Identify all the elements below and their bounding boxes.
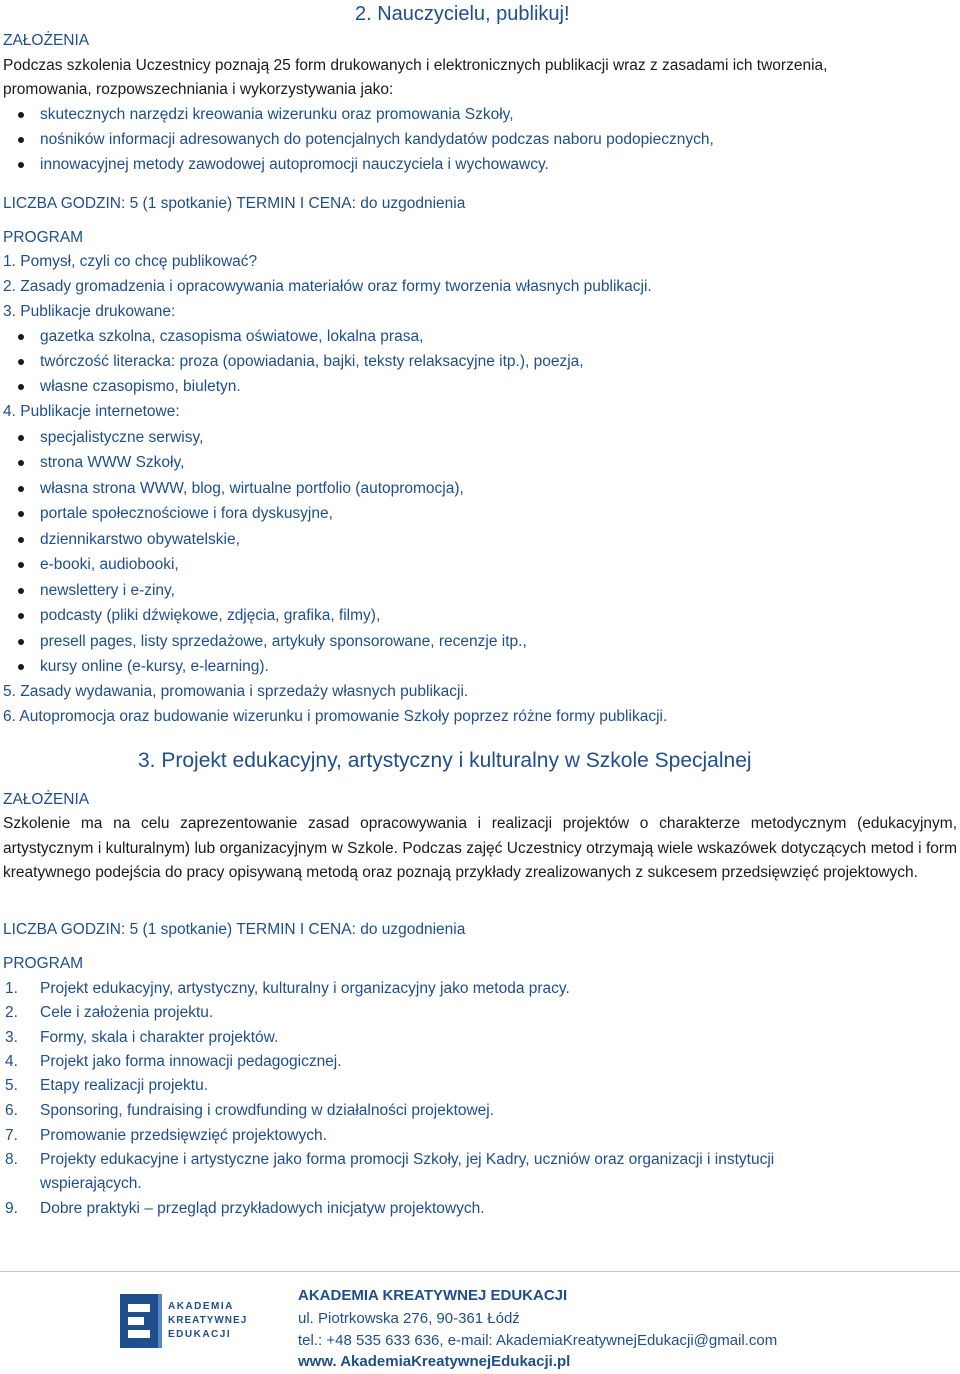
bullet-dot	[18, 486, 24, 492]
footer-address: ul. Piotrkowska 276, 90-361 Łódź	[298, 1310, 520, 1327]
section-3-program-item-continuation	[40, 1174, 142, 1194]
program-item-text: Etapy realizacji projektu.	[40, 1077, 208, 1094]
intro-bullet	[40, 130, 714, 150]
online-publication-bullet	[40, 479, 464, 499]
section-3-program-item	[5, 1028, 279, 1048]
program-item-text: Promowanie przedsięwzięć projektowych.	[40, 1127, 327, 1144]
bullet-text: podcasty (pliki dźwiękowe, zdjęcia, grafika, filmy),	[40, 607, 381, 624]
program-item-number: 3.	[3, 303, 16, 320]
program-item-text: Publikacje drukowane:	[20, 303, 176, 320]
bullet-dot	[18, 112, 24, 118]
online-publication-bullet	[40, 555, 179, 575]
section-3-heading: 3. Projekt edukacyjny, artystyczny i kulturalny w Szkole Specjalnej	[138, 749, 752, 772]
program-item-4	[3, 402, 180, 422]
program-item-number: 6.	[3, 708, 16, 725]
printed-publication-bullet	[40, 377, 241, 397]
bullet-dot	[18, 511, 24, 517]
bullet-text: newslettery i e-ziny,	[40, 582, 175, 599]
section-3-program-item	[5, 1076, 208, 1096]
program-item-text: Sponsoring, fundraising i crowdfunding w działalności projektowej.	[40, 1102, 495, 1119]
logo-text-line: EDUKACJI	[168, 1329, 232, 1340]
section-2-zalozenia-label: ZAŁOŻENIA	[3, 32, 90, 49]
program-item-number: 2.	[3, 278, 16, 295]
program-item-5	[3, 682, 468, 702]
program-item-text: Projekt jako forma innowacji pedagogicznej.	[40, 1053, 342, 1070]
program-item-text: Cele i założenia projektu.	[40, 1004, 214, 1021]
section-3-program-item	[5, 1126, 327, 1146]
section-2-hours-term	[3, 194, 465, 214]
bullet-text: własne czasopismo, biuletyn.	[40, 378, 241, 395]
hours-value: 5 (1 spotkanie)	[129, 195, 233, 212]
bullet-dot	[18, 359, 24, 365]
program-item-number: 7.	[5, 1127, 18, 1144]
bullet-dot	[18, 460, 24, 466]
bullet-text: własna strona WWW, blog, wirtualne portfolio (autopromocja),	[40, 480, 464, 497]
program-item-number: 5.	[5, 1077, 18, 1094]
bullet-dot	[18, 562, 24, 568]
bullet-dot	[18, 137, 24, 143]
program-item-6	[3, 707, 667, 727]
akademia-logo	[120, 1290, 265, 1352]
program-item-3	[3, 302, 175, 322]
logo-text-line: AKADEMIA	[168, 1301, 234, 1312]
program-item-text: Zasady wydawania, promowania i sprzedaży własnych publikacji.	[20, 683, 469, 700]
section-3-program-item	[5, 1003, 214, 1023]
program-item-number: 8.	[5, 1151, 18, 1168]
program-item-text: Pomysł, czyli co chcę publikować?	[20, 253, 258, 270]
bullet-text: specjalistyczne serwisy,	[40, 429, 204, 446]
footer-org-name: AKADEMIA KREATYWNEJ EDUKACJI	[298, 1287, 568, 1304]
section-3-program-item	[5, 1199, 485, 1219]
online-publication-bullet	[40, 606, 380, 626]
program-item-number: 1.	[3, 253, 16, 270]
online-publication-bullet	[40, 428, 203, 448]
program-item-text: Publikacje internetowe:	[20, 403, 180, 420]
program-item-text: Zasady gromadzenia i opracowywania materiałów oraz formy tworzenia własnych publikacji.	[20, 278, 652, 295]
program-item-number: 6.	[5, 1102, 18, 1119]
hours-label: LICZBA GODZIN:	[3, 921, 126, 938]
online-publication-bullet	[40, 657, 269, 677]
program-item-number: 9.	[5, 1200, 18, 1217]
intro-bullet	[40, 105, 514, 125]
program-item-number: 1.	[5, 980, 18, 997]
section-3-program-item	[5, 1101, 495, 1121]
hours-label: LICZBA GODZIN:	[3, 195, 126, 212]
program-item-text: wspierających.	[40, 1175, 142, 1192]
program-item-text: Projekty edukacyjne i artystyczne jako forma promocji Szkoły, jej Kadry, uczniów oraz organizacji i instytucji	[40, 1151, 775, 1168]
bullet-text: presell pages, listy sprzedażowe, artykuły sponsorowane, recenzje itp.,	[40, 633, 527, 650]
logo-text-line: KREATYWNEJ	[168, 1315, 248, 1326]
bullet-dot	[18, 537, 24, 543]
program-item-text: Dobre praktyki – przegląd przykładowych inicjatyw projektowych.	[40, 1200, 485, 1217]
intro-bullet	[40, 155, 549, 175]
program-item-number: 4.	[3, 403, 16, 420]
bullet-dot	[18, 334, 24, 340]
program-item-1	[3, 252, 257, 272]
section-3-program-item	[5, 979, 570, 999]
intro-bullet-text: skutecznych narzędzi kreowania wizerunku oraz promowania Szkoły,	[40, 106, 514, 123]
section-3-zalozenia-label: ZAŁOŻENIA	[3, 791, 90, 808]
section-3-hours-term	[3, 920, 465, 940]
bullet-dot	[18, 588, 24, 594]
term-label: TERMIN I CENA:	[236, 195, 356, 212]
footer-website-link[interactable]: www. AkademiaKreatywnejEdukacji.pl	[298, 1353, 571, 1370]
section-2-program-label: PROGRAM	[3, 229, 84, 246]
bullet-text: dziennikarstwo obywatelskie,	[40, 531, 240, 548]
bullet-dot	[18, 162, 24, 168]
section-3-program-item	[5, 1150, 775, 1170]
online-publication-bullet	[40, 632, 527, 652]
bullet-text: gazetka szkolna, czasopisma oświatowe, lokalna prasa,	[40, 328, 424, 345]
printed-publication-bullet	[40, 352, 584, 372]
online-publication-bullet	[40, 453, 184, 473]
bullet-text: twórczość literacka: proza (opowiadania, bajki, teksty relaksacyjne itp.), poezja,	[40, 353, 584, 370]
intro-bullet-text: innowacyjnej metody zawodowej autopromocji nauczyciela i wychowawcy.	[40, 156, 549, 173]
footer-contact: tel.: +48 535 633 636, e-mail: AkademiaKreatywnejEdukacji@gmail.com	[298, 1332, 778, 1349]
term-label: TERMIN I CENA:	[236, 921, 356, 938]
term-value: do uzgodnienia	[360, 195, 466, 212]
bullet-dot	[18, 613, 24, 619]
logo-icon	[120, 1290, 265, 1352]
bullet-dot	[18, 384, 24, 390]
program-item-text: Projekt edukacyjny, artystyczny, kulturalny i organizacyjny jako metoda pracy.	[40, 980, 570, 997]
intro-bullet-text: nośników informacji adresowanych do potencjalnych kandydatów podczas naboru podopiecznych,	[40, 131, 714, 148]
program-item-number: 3.	[5, 1029, 18, 1046]
term-value: do uzgodnienia	[360, 921, 466, 938]
footer-divider	[0, 1271, 960, 1272]
bullet-dot	[18, 664, 24, 670]
section-3-program-item	[5, 1052, 342, 1072]
program-item-text: Autopromocja oraz budowanie wizerunku i promowanie Szkoły poprzez różne formy publikacji.	[19, 708, 668, 725]
online-publication-bullet	[40, 581, 175, 601]
printed-publication-bullet	[40, 327, 423, 347]
section-3-program-label: PROGRAM	[3, 955, 84, 972]
bullet-text: e-booki, audiobooki,	[40, 556, 179, 573]
section-2-heading: 2. Nauczycielu, publikuj!	[355, 3, 570, 25]
program-item-number: 4.	[5, 1053, 18, 1070]
program-item-text: Formy, skala i charakter projektów.	[40, 1029, 279, 1046]
section-3-paragraph: Szkolenie ma na celu zaprezentowanie zasad opracowywania i realizacji projektów o charakterze metodycznym (edukacyjnym, artystycznym i kulturalnym) lub organizacyjnym w Szkole. Podczas zajęć Uczestnicy otrzymają wiele wskazówek dotyczących metod i form kreatywnego podejścia do pracy opisywaną metodą oraz poznają przykłady zrealizowanych z sukcesem przedsięwzięć projektowych.	[3, 815, 957, 881]
program-item-2	[3, 277, 652, 297]
online-publication-bullet	[40, 504, 333, 524]
program-item-number: 5.	[3, 683, 16, 700]
bullet-text: kursy online (e-kursy, e-learning).	[40, 658, 269, 675]
bullet-dot	[18, 639, 24, 645]
program-item-number: 2.	[5, 1004, 18, 1021]
online-publication-bullet	[40, 530, 240, 550]
hours-value: 5 (1 spotkanie)	[129, 921, 233, 938]
section-2-intro-line-1: Podczas szkolenia Uczestnicy poznają 25 form drukowanych i elektronicznych publikacji wraz z zasadami ich tworzenia,	[3, 57, 828, 74]
section-2-intro-line-2: promowania, rozpowszechniania i wykorzystywania jako:	[3, 81, 394, 98]
bullet-text: portale społecznościowe i fora dyskusyjne,	[40, 505, 333, 522]
bullet-dot	[18, 435, 24, 441]
bullet-text: strona WWW Szkoły,	[40, 454, 185, 471]
